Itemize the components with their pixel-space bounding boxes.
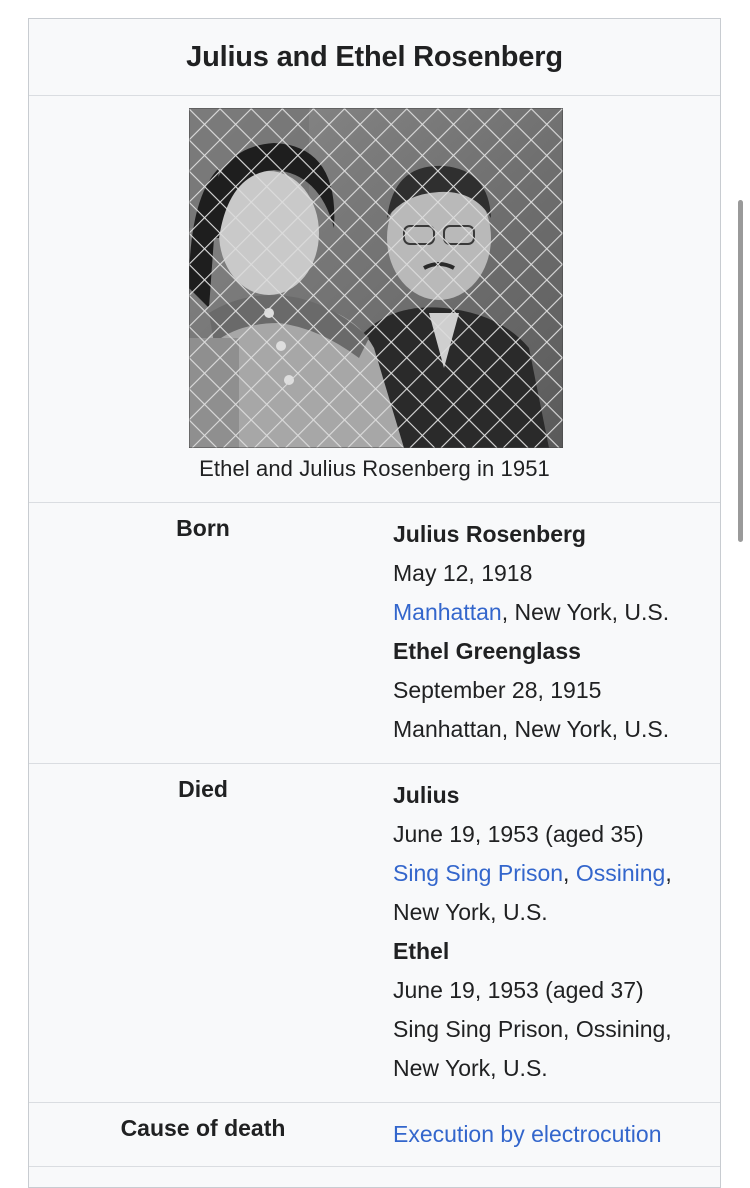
born-ethel-name: Ethel Greenglass: [393, 638, 581, 664]
born-ethel-date: September 28, 1915: [393, 677, 602, 703]
scrollbar[interactable]: [738, 200, 743, 542]
cause-label: Cause of death: [120, 1115, 286, 1141]
born-julius-place: [393, 593, 713, 632]
died-ethel-name: Ethel: [393, 938, 450, 964]
execution-by-electrocution-link[interactable]: Execution by electrocution: [393, 1121, 662, 1147]
born-julius-name: Julius Rosenberg: [393, 521, 586, 547]
born-julius-date: May 12, 1918: [393, 560, 533, 586]
born-ethel-place: Manhattan, New York, U.S.: [393, 716, 670, 742]
image-caption: Ethel and Julius Rosenberg in 1951: [199, 456, 550, 481]
infobox-row-born: [29, 503, 720, 764]
died-ethel-date: June 19, 1953 (aged 37): [393, 977, 644, 1003]
died-julius-date: June 19, 1953 (aged 35): [393, 821, 644, 847]
infobox-row-cause: [29, 1103, 720, 1167]
rosenberg-photo[interactable]: [189, 108, 563, 448]
died-julius-trailing-comma: ,: [665, 860, 672, 886]
died-julius-name: Julius: [393, 782, 460, 808]
manhattan-link[interactable]: Manhattan: [393, 599, 502, 625]
infobox-row-died: [29, 764, 720, 1103]
ossining-link[interactable]: Ossining: [575, 860, 666, 886]
cause-value: [393, 1115, 713, 1154]
born-value: [393, 515, 713, 749]
born-julius-place-rest: , New York, U.S.: [501, 599, 670, 625]
died-value: [393, 776, 713, 1088]
died-ethel-place-line2: New York, U.S.: [393, 1055, 548, 1081]
infobox-title: Julius and Ethel Rosenberg: [29, 19, 720, 96]
died-julius-place: [393, 854, 713, 893]
born-label: Born: [176, 515, 230, 541]
died-label: Died: [178, 776, 228, 802]
sing-sing-prison-link[interactable]: Sing Sing Prison: [393, 860, 564, 886]
infobox-image-cell: [29, 96, 720, 503]
died-julius-sep: ,: [563, 860, 576, 886]
died-julius-place-line2: New York, U.S.: [393, 899, 548, 925]
died-ethel-place-line1: Sing Sing Prison, Ossining,: [393, 1016, 672, 1042]
infobox: [28, 18, 721, 1188]
